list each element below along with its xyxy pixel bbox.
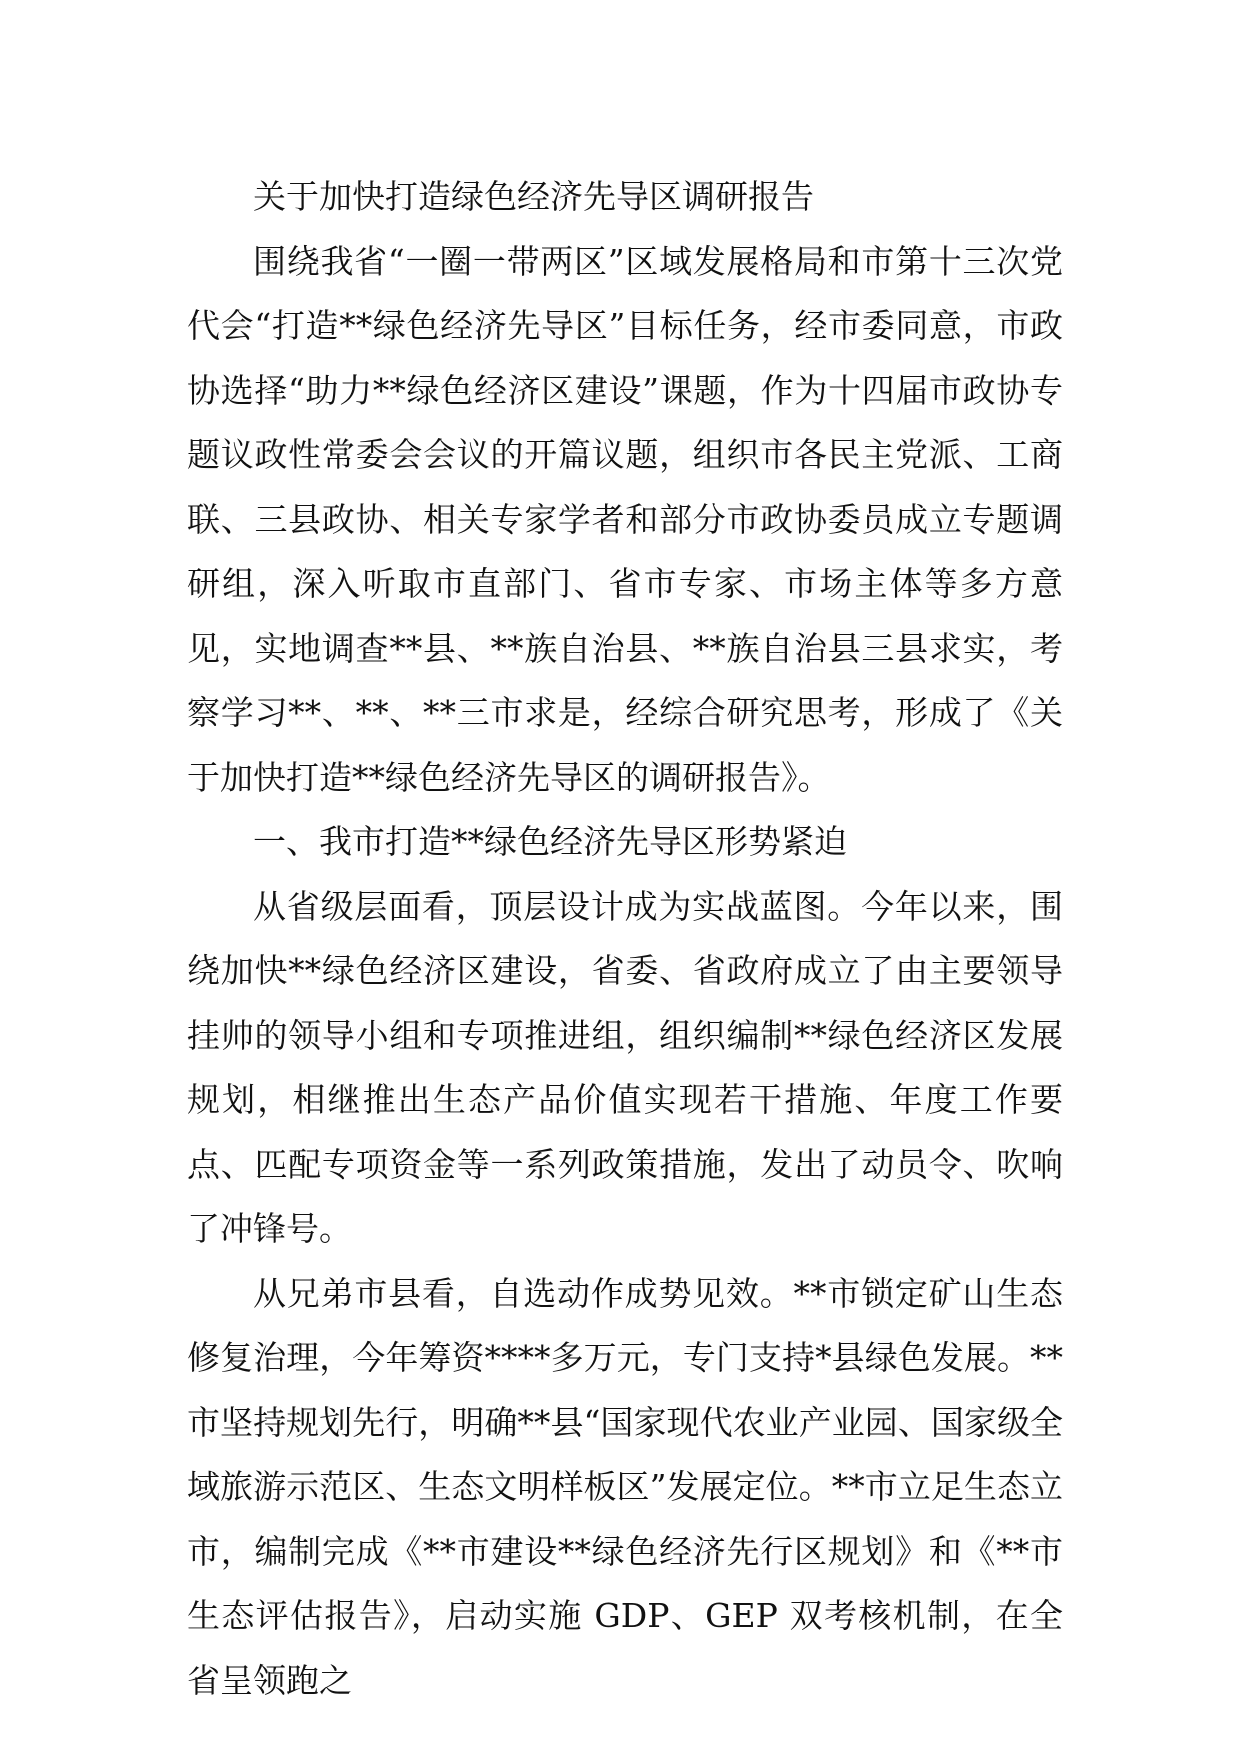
paragraph-provincial: 从省级层面看，顶层设计成为实战蓝图。今年以来，围绕加快**绿色经济区建设，省委、省政府成立了由主要领导挂帅的领导小组和专项推进组，组织编制**绿色经济区发展规划，相继推出生态产品价值实现若干措施、年度工作要点、匹配专项资金等一系列政策措施，发出了动员令、吹响了冲锋号。 (187, 886, 1063, 1248)
paragraph-cities: 从兄弟市县看，自选动作成势见效。**市锁定矿山生态修复治理，今年筹资****多万元，专门支持*县绿色发展。**市坚持规划先行，明确**县“国家现代农业产业园、国家级全域旅游示范区、生态文明样板区”发展定位。**市立足生态立市，编制完成《**市建设**绿色经济先行区规划》和《**市生态评估报告》，启动实施 GDP、GEP 双考核机制，在全省呈领跑之 (187, 1273, 1063, 1700)
document-title: 关于加快打造绿色经济先导区调研报告 (253, 177, 814, 216)
paragraph-intro: 围绕我省“一圈一带两区”区域发展格局和市第十三次党代会“打造**绿色经济先导区”目标任务，经市委同意，市政协选择“助力**绿色经济区建设”课题，作为十四届市政协专题议政性常委会会议的开篇议题，组织市各民主党派、工商联、三县政协、相关专家学者和部分市政协委员成立专题调研组，深入听取市直部门、省市专家、市场主体等多方意见，实地调查**县、**族自治县、**族自治县三县求实，考察学习**、**、**三市求是，经综合研究思考，形成了《关于加快打造**绿色经济先导区的调研报告》。 (187, 241, 1063, 797)
document-body (187, 165, 1063, 1713)
section-heading-1: 一、我市打造**绿色经济先导区形势紧迫 (253, 822, 847, 861)
